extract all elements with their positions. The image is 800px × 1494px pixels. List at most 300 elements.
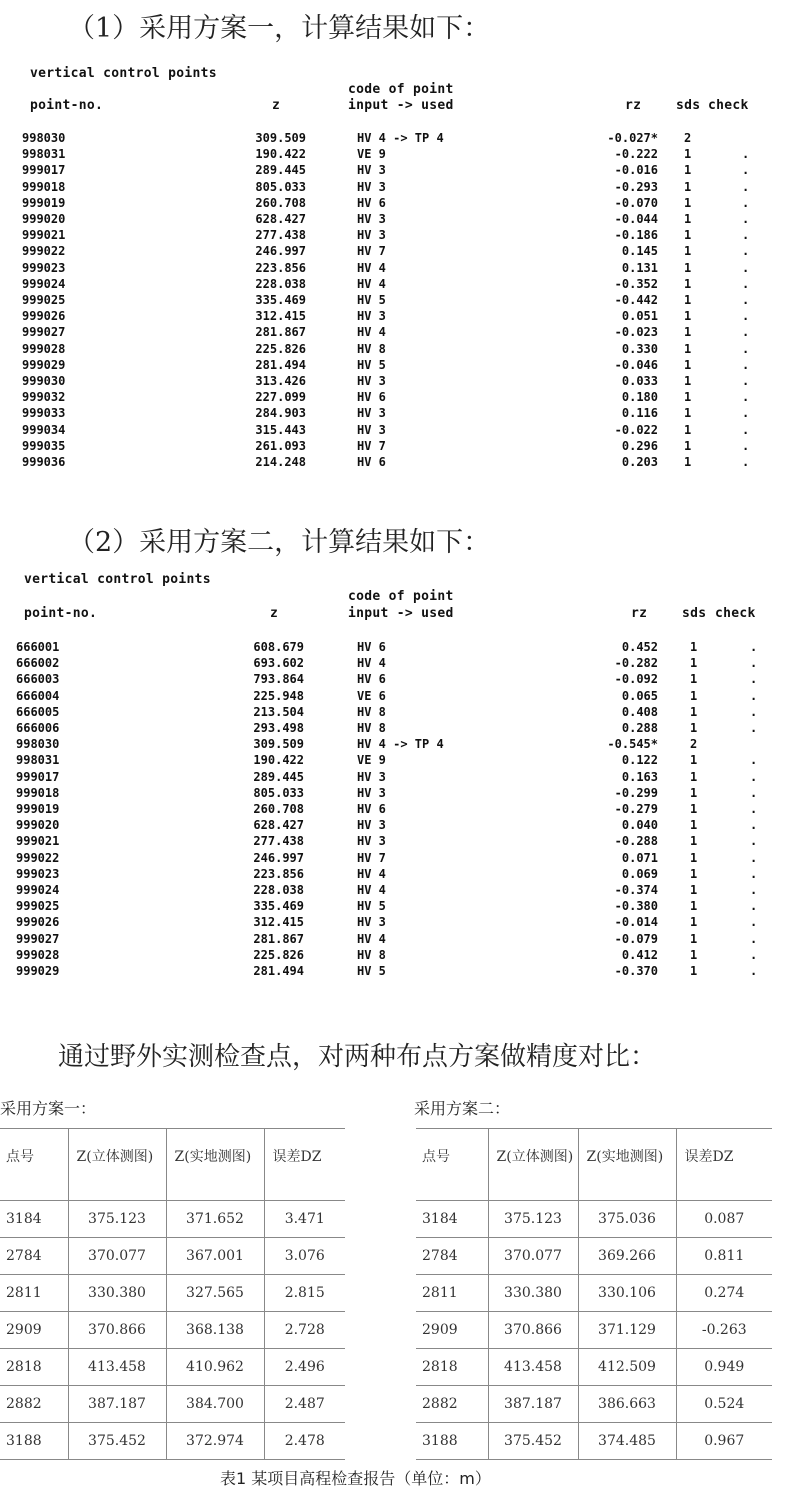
z-cell: 225.826 [253,947,304,962]
control-point-row [0,423,800,439]
table-cell: 384.700 [166,1386,264,1423]
sds-cell: 1 [684,228,692,243]
table-cell: 370.866 [488,1312,578,1349]
sds-cell: 1 [690,753,698,768]
check-cell: . [742,163,750,178]
check-cell: . [750,721,758,735]
z-cell: 312.415 [253,915,304,930]
point-no-cell: 999027 [16,931,60,946]
code-cell: HV 7 [357,850,386,865]
z-cell: 214.248 [255,455,306,469]
code-cell: HV 3 [357,422,386,437]
z-cell: 281.494 [253,964,304,978]
rz-cell: -0.022 [614,422,658,437]
check-cell: . [750,947,758,962]
check-cell: . [750,899,758,914]
sds-cell: 1 [690,721,698,735]
check-cell: . [742,147,750,162]
table-cell: -0.263 [676,1312,772,1349]
table-row [0,1349,345,1386]
sds-cell: 1 [684,357,692,372]
table-row [416,1312,772,1349]
rz-cell: -0.370 [614,964,658,978]
z-cell: 246.997 [255,244,306,259]
sds-cell: 1 [684,293,692,307]
table-cell: 375.036 [578,1201,676,1238]
code-cell: HV 3 [357,834,386,849]
sds-cell: 2 [684,131,692,145]
table-cell: 330.380 [488,1275,578,1312]
rz-cell: 0.163 [621,769,658,784]
table-row [416,1275,772,1312]
rz-cell: -0.374 [614,883,658,897]
z-cell: 805.033 [255,179,306,194]
control-point-row [0,244,800,260]
rz-cell: -0.023 [614,325,658,340]
table-row [416,1423,772,1460]
table-cell: 387.187 [488,1386,578,1423]
section2-header-code-line2: input -> used [348,606,454,621]
table-cell: 2811 [0,1275,68,1312]
point-no-cell: 999028 [22,341,66,356]
rz-cell: 0.145 [621,244,658,259]
rz-cell: 0.408 [621,704,658,719]
control-point-row [0,689,800,705]
z-cell: 246.997 [253,850,304,865]
code-cell: HV 5 [357,964,386,978]
code-cell: HV 6 [357,672,386,687]
section2-heading: （2）采用方案二，计算结果如下： [68,527,491,558]
table-row [0,1423,345,1460]
table-header-cell: 点号 [0,1129,68,1201]
sds-cell: 1 [690,769,698,784]
check-cell: . [750,915,758,930]
control-point-row [0,899,800,915]
z-cell: 793.864 [253,672,304,687]
rz-cell: 0.203 [621,455,658,469]
point-no-cell: 998030 [16,737,60,752]
control-point-row [0,455,800,471]
point-no-cell: 666005 [16,704,60,719]
check-cell: . [742,195,750,210]
control-point-row [0,770,800,786]
point-no-cell: 999023 [22,260,66,275]
point-no-cell: 666004 [16,688,60,703]
z-cell: 223.856 [255,260,306,275]
table-header-cell: 误差DZ [676,1129,772,1201]
rz-cell: 0.131 [621,260,658,275]
section1-title: vertical control points [30,66,217,81]
sds-cell: 1 [684,390,692,405]
section1-header-sds: sds [676,98,701,113]
table-cell: 2.728 [264,1312,345,1349]
z-cell: 223.856 [253,866,304,881]
code-cell: HV 6 [357,640,386,654]
sds-cell: 1 [690,834,698,849]
z-cell: 335.469 [255,293,306,307]
check-cell: . [742,422,750,437]
control-point-row [0,261,800,277]
code-cell: HV 6 [357,802,386,816]
rz-cell: 0.412 [621,947,658,962]
sds-cell: 1 [684,422,692,437]
rz-cell: -0.027* [607,131,658,145]
control-point-row [0,753,800,769]
table-row [0,1238,345,1275]
point-no-cell: 999017 [16,769,60,784]
table-cell: 374.485 [578,1423,676,1460]
table-cell: 2818 [0,1349,68,1386]
control-point-row [0,342,800,358]
comparison-heading: 通过野外实测检查点，对两种布点方案做精度对比： [58,1042,657,1072]
check-cell: . [750,785,758,800]
sds-cell: 1 [690,947,698,962]
control-point-row [0,374,800,390]
z-cell: 225.826 [255,341,306,356]
table-header-cell: Z(实地测图) [578,1129,676,1201]
point-no-cell: 666003 [16,672,60,687]
point-no-cell: 999022 [22,244,66,259]
code-cell: HV 8 [357,947,386,962]
table-cell: 2909 [416,1312,488,1349]
rz-cell: -0.014 [614,915,658,930]
control-point-row [0,964,800,980]
table-cell: 2811 [416,1275,488,1312]
rz-cell: 0.051 [621,309,658,324]
point-no-cell: 999027 [22,325,66,340]
sds-cell: 1 [690,850,698,865]
sds-cell: 1 [684,438,692,453]
point-no-cell: 999018 [16,785,60,800]
rz-cell: -0.380 [614,899,658,914]
point-no-cell: 998030 [22,131,66,145]
control-point-row [0,705,800,721]
table-cell: 2.478 [264,1423,345,1460]
sds-cell: 1 [690,656,698,671]
code-cell: HV 3 [357,309,386,324]
sds-cell: 1 [684,244,692,259]
code-cell: HV 4 [357,866,386,881]
table-cell: 3184 [0,1201,68,1238]
section2-header-rz: rz [631,606,648,621]
table-cell: 2784 [416,1238,488,1275]
rz-cell: 0.065 [621,688,658,703]
scheme2-label: 采用方案二： [414,1099,511,1118]
control-point-row [0,932,800,948]
table-row [416,1349,772,1386]
point-no-cell: 999029 [22,357,66,372]
rz-cell: -0.282 [614,656,658,671]
table-cell: 0.949 [676,1349,772,1386]
z-cell: 213.504 [253,704,304,719]
code-cell: HV 6 [357,195,386,210]
code-cell: HV 4 -> TP 4 [357,131,444,145]
table-cell: 0.524 [676,1386,772,1423]
code-cell: HV 8 [357,721,386,735]
control-point-row [0,656,800,672]
table-row [416,1386,772,1423]
control-point-row [0,390,800,406]
control-point-row [0,721,800,737]
sds-cell: 1 [684,212,692,226]
check-cell: . [750,704,758,719]
table-cell: 330.106 [578,1275,676,1312]
z-cell: 309.509 [253,737,304,752]
rz-cell: 0.071 [621,850,658,865]
table-cell: 387.187 [68,1386,166,1423]
sds-cell: 1 [684,179,692,194]
sds-cell: 1 [690,688,698,703]
section2-header-check: check [715,606,756,621]
point-no-cell: 999018 [22,179,66,194]
table-cell: 367.001 [166,1238,264,1275]
table-cell: 375.452 [488,1423,578,1460]
check-cell: . [742,212,750,226]
check-cell: . [750,753,758,768]
z-cell: 335.469 [253,899,304,914]
code-cell: HV 6 [357,390,386,405]
check-cell: . [742,357,750,372]
rz-cell: -0.186 [614,228,658,243]
sds-cell: 1 [684,163,692,178]
section1-header-check: check [708,98,749,113]
rz-cell: -0.299 [614,785,658,800]
control-point-row [0,325,800,341]
table-header-cell: Z(实地测图) [166,1129,264,1201]
sds-cell: 1 [684,406,692,421]
rz-cell: 0.180 [621,390,658,405]
rz-cell: -0.046 [614,357,658,372]
sds-cell: 1 [684,276,692,291]
rz-cell: 0.330 [621,341,658,356]
table-cell: 371.652 [166,1201,264,1238]
check-cell: . [750,883,758,897]
section2-header-z: z [270,606,279,621]
table-header-cell: Z(立体测图) [68,1129,166,1201]
scheme1-label: 采用方案一： [0,1099,97,1118]
table-cell: 3188 [0,1423,68,1460]
rz-cell: -0.288 [614,834,658,849]
sds-cell: 1 [690,802,698,816]
z-cell: 289.445 [255,163,306,178]
control-point-row [0,883,800,899]
control-point-row [0,786,800,802]
z-cell: 628.427 [253,818,304,833]
code-cell: HV 3 [357,163,386,178]
rz-cell: -0.545* [607,737,658,752]
check-cell: . [742,390,750,405]
sds-cell: 1 [684,325,692,340]
table-header-cell: 误差DZ [264,1129,345,1201]
code-cell: HV 3 [357,179,386,194]
code-cell: HV 3 [357,915,386,930]
table-cell: 0.274 [676,1275,772,1312]
section1-header-code-line1: code of point [348,82,454,97]
code-cell: HV 8 [357,341,386,356]
rz-cell: -0.222 [614,147,658,162]
control-point-row [0,406,800,422]
code-cell: HV 4 -> TP 4 [357,737,444,752]
section1-header-point-no: point-no. [30,98,104,113]
table-cell: 413.458 [68,1349,166,1386]
check-cell: . [742,293,750,307]
control-point-row [0,228,800,244]
rz-cell: -0.079 [614,931,658,946]
check-cell: . [750,640,758,654]
point-no-cell: 999017 [22,163,66,178]
point-no-cell: 999019 [22,195,66,210]
point-no-cell: 666006 [16,721,60,735]
sds-cell: 1 [684,195,692,210]
check-cell: . [750,850,758,865]
control-point-row [0,293,800,309]
check-cell: . [742,228,750,243]
code-cell: HV 3 [357,785,386,800]
z-cell: 261.093 [255,438,306,453]
table-cell: 369.266 [578,1238,676,1275]
sds-cell: 1 [684,455,692,469]
code-cell: HV 5 [357,293,386,307]
point-no-cell: 999024 [22,276,66,291]
check-cell: . [750,802,758,816]
sds-cell: 1 [684,309,692,324]
sds-cell: 1 [684,374,692,388]
table-cell: 370.077 [488,1238,578,1275]
z-cell: 805.033 [253,785,304,800]
control-point-row [0,672,800,688]
sds-cell: 1 [690,964,698,978]
sds-cell: 1 [690,899,698,914]
z-cell: 281.867 [253,931,304,946]
code-cell: HV 4 [357,656,386,671]
rz-cell: -0.092 [614,672,658,687]
section1-header-z: z [272,98,281,113]
scheme2-table [416,1128,772,1460]
section2-header-sds: sds [682,606,707,621]
code-cell: HV 3 [357,228,386,243]
code-cell: VE 9 [357,753,386,768]
check-cell: . [742,374,750,388]
code-cell: HV 8 [357,704,386,719]
table-cell: 370.866 [68,1312,166,1349]
rz-cell: 0.116 [621,406,658,421]
code-cell: HV 3 [357,212,386,226]
check-cell: . [750,656,758,671]
point-no-cell: 999023 [16,866,60,881]
table-row [0,1312,345,1349]
table-cell: 0.087 [676,1201,772,1238]
table-cell: 2882 [416,1386,488,1423]
control-point-row [0,147,800,163]
code-cell: HV 5 [357,899,386,914]
check-cell: . [750,964,758,978]
sds-cell: 1 [690,785,698,800]
sds-cell: 1 [690,640,698,654]
point-no-cell: 999024 [16,883,60,897]
z-cell: 293.498 [253,721,304,735]
sds-cell: 1 [684,147,692,162]
check-cell: . [742,309,750,324]
z-cell: 313.426 [255,374,306,388]
z-cell: 227.099 [255,390,306,405]
table-cell: 330.380 [68,1275,166,1312]
sds-cell: 1 [690,883,698,897]
point-no-cell: 999021 [22,228,66,243]
table-row [0,1201,345,1238]
point-no-cell: 999036 [22,455,66,469]
rz-cell: 0.033 [621,374,658,388]
rz-cell: 0.452 [621,640,658,654]
control-point-row [0,948,800,964]
table-cell: 327.565 [166,1275,264,1312]
point-no-cell: 999035 [22,438,66,453]
table-row [0,1275,345,1312]
table-cell: 2.487 [264,1386,345,1423]
control-point-row [0,818,800,834]
section2-header-point-no: point-no. [24,606,98,621]
code-cell: HV 4 [357,260,386,275]
point-no-cell: 999019 [16,802,60,816]
code-cell: HV 7 [357,438,386,453]
z-cell: 228.038 [253,883,304,897]
check-cell: . [742,276,750,291]
control-point-row [0,309,800,325]
table-cell: 2784 [0,1238,68,1275]
z-cell: 225.948 [253,688,304,703]
point-no-cell: 999026 [16,915,60,930]
check-cell: . [750,866,758,881]
code-cell: HV 3 [357,406,386,421]
point-no-cell: 999020 [16,818,60,833]
table-caption: 表1 某项目高程检查报告（单位：m） [220,1469,491,1488]
rz-cell: 0.296 [621,438,658,453]
control-point-row [0,163,800,179]
table-cell: 375.452 [68,1423,166,1460]
z-cell: 277.438 [253,834,304,849]
rz-cell: 0.069 [621,866,658,881]
table-cell: 413.458 [488,1349,578,1386]
z-cell: 228.038 [255,276,306,291]
check-cell: . [750,834,758,849]
code-cell: HV 5 [357,357,386,372]
z-cell: 628.427 [255,212,306,226]
rz-cell: -0.070 [614,195,658,210]
z-cell: 281.494 [255,357,306,372]
sds-cell: 1 [690,704,698,719]
sds-cell: 1 [690,818,698,833]
z-cell: 260.708 [253,802,304,816]
table-cell: 3.076 [264,1238,345,1275]
table-row [416,1238,772,1275]
point-no-cell: 999030 [22,374,66,388]
point-no-cell: 999026 [22,309,66,324]
check-cell: . [742,260,750,275]
point-no-cell: 666002 [16,656,60,671]
rz-cell: 0.288 [621,721,658,735]
code-cell: HV 4 [357,325,386,340]
sds-cell: 1 [690,866,698,881]
table-cell: 368.138 [166,1312,264,1349]
rz-cell: 0.040 [621,818,658,833]
control-point-row [0,834,800,850]
table-cell: 375.123 [488,1201,578,1238]
code-cell: VE 9 [357,147,386,162]
z-cell: 284.903 [255,406,306,421]
point-no-cell: 999034 [22,422,66,437]
control-point-row [0,277,800,293]
point-no-cell: 999025 [16,899,60,914]
check-cell: . [742,341,750,356]
